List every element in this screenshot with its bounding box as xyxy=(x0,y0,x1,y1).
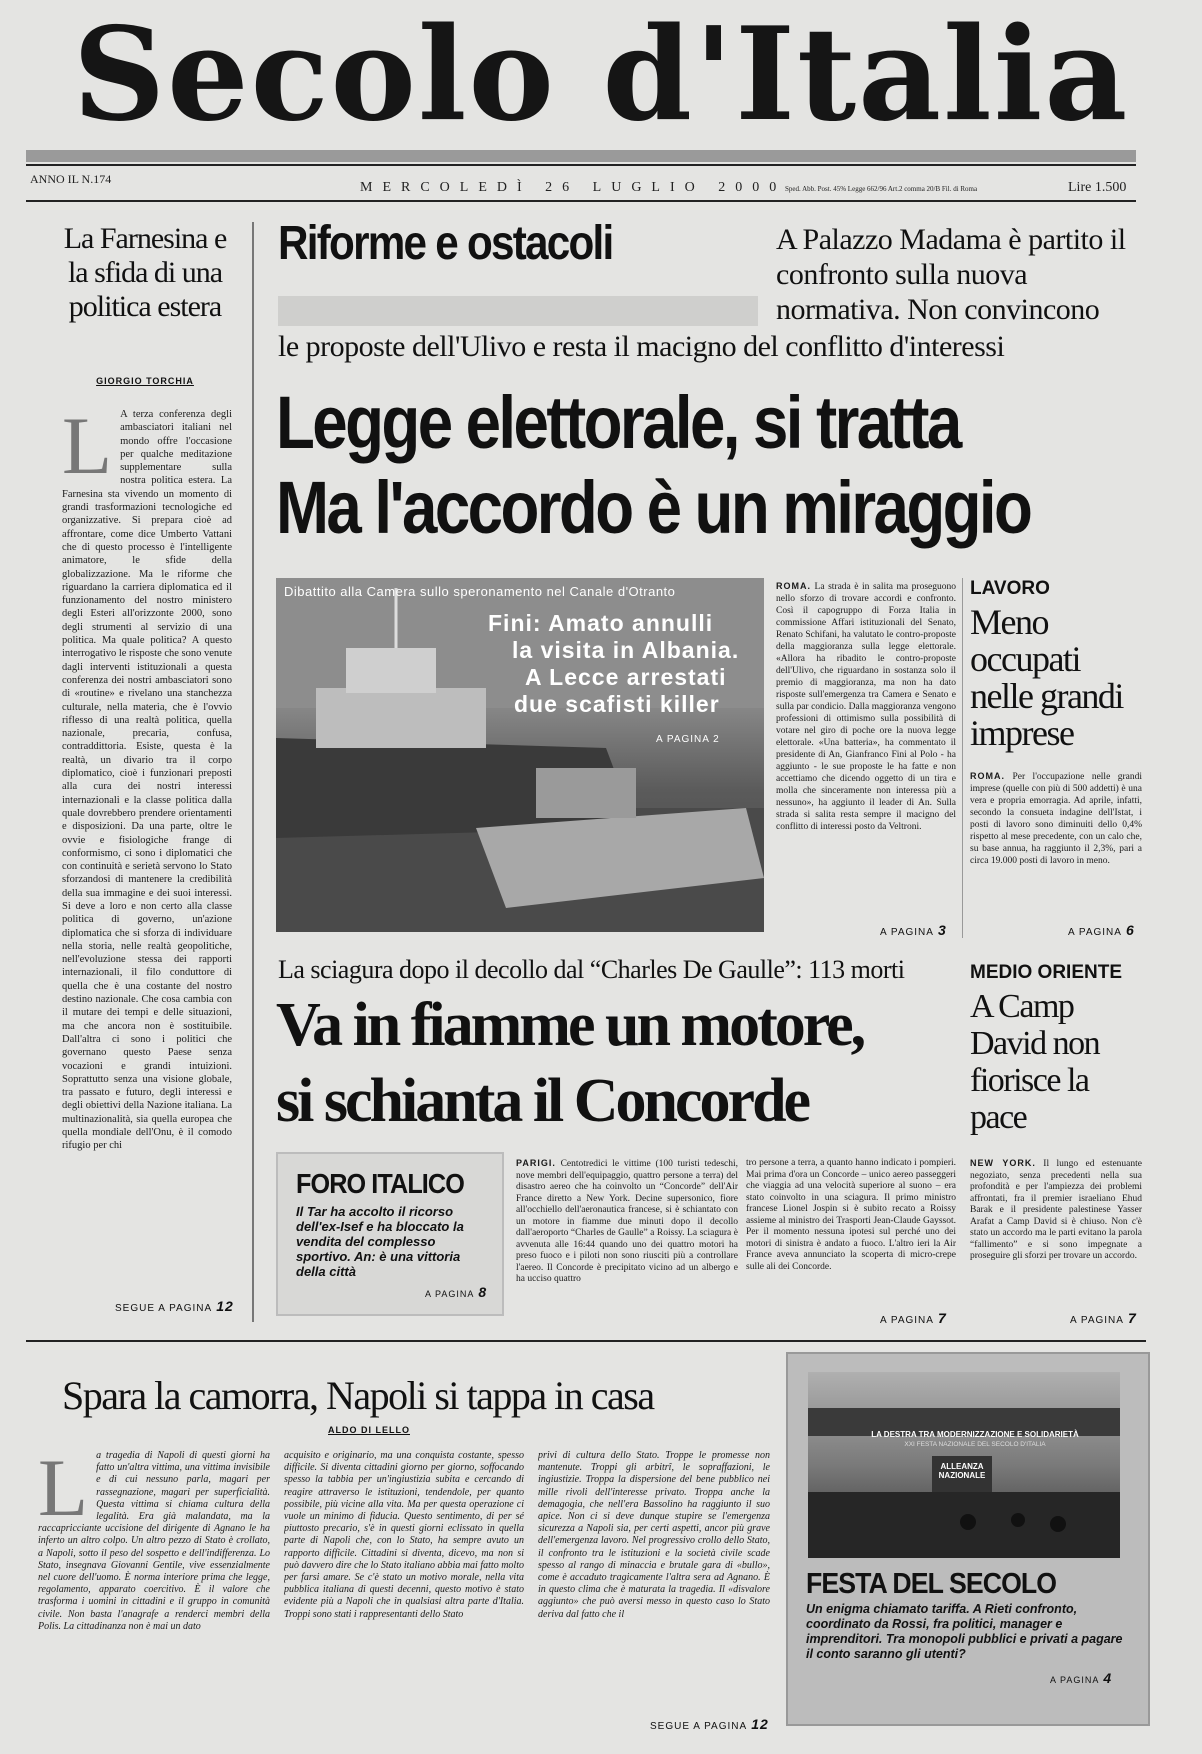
concorde-page-link[interactable]: A PAGINA 7 xyxy=(880,1310,947,1326)
foro-text: Il Tar ha accolto il ricorso dell'ex-Isef e ha bloccato la vendita del complesso sportivo. An: è una vittoria della città xyxy=(296,1204,464,1279)
lavoro-body: ROMA. Per l'occupazione nelle grandi imprese (quelle con più di 500 addetti) è una vera e propria emorragia. Ad aprile, infatti, secondo la consueta indagine dell'Istat, i posti di lavoro sono diminuiti dello 0,4% rispetto al mese precedente, con un calo che, su base annua, ha raggiunto il 2,3%, pari a circa 19.000 posti di lavoro in meno. xyxy=(970,771,1142,866)
festa-page-link[interactable]: A PAGINA 4 xyxy=(1050,1670,1113,1686)
lead-deck-b: le proposte dell'Ulivo e resta il macigno del conflitto d'interessi xyxy=(278,330,1005,363)
lavoro-kicker: LAVORO xyxy=(970,578,1050,599)
photo-headline-3: A Lecce arrestati xyxy=(525,664,727,690)
camorra-dropcap: L xyxy=(38,1450,89,1533)
editorial-author: GIORGIO TORCHIA xyxy=(96,376,194,386)
festa-headline: FESTA DEL SECOLO xyxy=(806,1568,1057,1600)
lead-headline-1: Legge elettorale, si tratta xyxy=(276,381,960,464)
lead-deck-a: A Palazzo Madama è partito il confronto sulla nuova normativa. Non convincono xyxy=(776,223,1126,326)
editorial-body xyxy=(62,408,232,1288)
editorial-continues[interactable]: SEGUE A PAGINA 12 xyxy=(115,1298,234,1314)
lead-page-link[interactable]: A PAGINA 3 xyxy=(880,922,947,938)
foro-kicker: FORO ITALICO xyxy=(296,1168,464,1199)
concorde-headline-2: si schianta il Concorde xyxy=(276,1067,809,1135)
masthead-title: Secolo d'Italia xyxy=(72,0,1130,150)
medio-oriente-page-link[interactable]: A PAGINA 7 xyxy=(1070,1310,1137,1326)
masthead-rule xyxy=(26,150,1136,162)
lead-body: ROMA. La strada è in salita ma proseguono nello sforzo di trovare accordi e confronto. Così il capogruppo di Forza Italia in commissione Affari istituzionali del Senato, Renato Schifani, ha valutato le contro-proposte della maggioranza sulla legge elettorale. «Allora ha ribadito le contro-proposte dell'Ulivo, che riguardano in sostanza solo il premio di maggioranza, ma non ha dato risposte sull'emergenza tra Camera e Senato e sulla par condicio. Dalla maggioranza vengono professioni di ottimismo sulla possibilità di votare nel giro di poche ore la nuova legge elettorale. «Una batteria», ha commentato il presidente di An, Gianfranco Fini al Polo - ha aggiunto - le sue proposte le ha fatte e non accettiamo che dicendo oggetto di un tira e molla che sinceramente non interessa più a nessuno», ha aggiunto il leader di An. Sulla strada si salita resta sempre il macigno del conflitto di interessi posto da Veltroni. xyxy=(776,581,956,832)
lead-headline-2: Ma l'accordo è un miraggio xyxy=(276,466,1031,549)
column-divider xyxy=(252,222,254,1322)
camorra-body-3: privi di cultura dello Stato. Troppe le promesse non mantenute. Troppi gli arbitrî, le sopraffazioni, le ingiustizie. Troppa la dispersione del bene pubblico nei mille rivoli dell'interesse privato. Troppa anche la demagogia, che nell'era Bassolino ha raggiunto il suo apice. Non ci si deve dunque stupire se l'emergenza sicurezza a Napoli sia, per certi aspetti, ancor più grave dell'emergenza lavoro. Nel progressivo crollo dello Stato, il confronto tra le istituzioni e la società civile scade spesso al rango di minaccia e brutale gara di «bullo», come è accaduto tragicamente l'altra sera ad Agnano. È in questo clima che è maturata la tragedia. Il «disvalore aggiunto» che può aversi messo in questo caso lo Stato deriva dal fatto che il xyxy=(538,1450,770,1620)
concorde-kicker: La sciagura dopo il decollo dal “Charles De Gaulle”: 113 morti xyxy=(278,955,905,984)
photo-kicker: Dibattito alla Camera sullo speronamento nel Canale d'Otranto xyxy=(284,584,676,599)
medio-oriente-headline: A Camp David non fiorisce la pace xyxy=(970,988,1100,1136)
editorial-dropcap: L xyxy=(62,408,113,491)
lavoro-page-link[interactable]: A PAGINA 6 xyxy=(1068,922,1135,938)
medio-oriente-body: NEW YORK. Il lungo ed estenuante negoziato, senza precedenti nella sua profondità e per l'ampiezza dei problemi affrontati, fra il premier israeliano Ehud Barak e il presidente palestinese Yasser Arafat a Camp David si è chiuso. Non c'è stato un accordo ma le parti evitano la parola “fallimento” e si sono impegnate a proseguire gli sforzi per trovare un accordo. xyxy=(970,1158,1142,1261)
header-bottom-rule xyxy=(26,200,1136,202)
issue-number: ANNO IL N.174 xyxy=(30,172,112,186)
medio-oriente-kicker: MEDIO ORIENTE xyxy=(970,962,1123,983)
festa-text: Un enigma chiamato tariffa. A Rieti confronto, coordinato da Rossi, fra politici, manager e imprenditori. Tra monopoli pubblici e privati a pagare il conto saranno gli utenti? xyxy=(806,1602,1123,1661)
masthead-rule-thin xyxy=(26,164,1136,166)
festa-banner-1: LA DESTRA TRA MODERNIZZAZIONE E SOLIDARIETÀ xyxy=(871,1430,1079,1439)
photo-headline-2: la visita in Albania. xyxy=(512,637,740,663)
camorra-author: ALDO DI LELLO xyxy=(328,1425,410,1435)
camorra-body-2: acquisito e originario, ma una conquista costante, spesso difficile. Si diventa cittadini giorno per giorno, soffocando spesso la tabbia per un'ingiustizia subita e cercando di reagire attraverso le istituzioni, tendendole, per quanto possibile, più vicine alla vita. Ma per questa operazione ci vuole un minimo di fiducia. Questo sentimento, di per sé piuttosto precario, s'è in questi giorni eclissato in quella parte di Napoli che, con lo Stato, ha sempre avuto un rapporto difficile. Cittadini si diventa, dicevo, ma non si può davvero dire che lo Stato italiano abbia mai fatto molto per farsi amare. Se c'è stato un motivo morale, nella vita pubblica italiana di questi decenni, questo motivo è stato evidente più a Napoli che in qualsiasi altra parte d'Italia. Troppi sono stati i rappresentanti dello Stato xyxy=(284,1450,524,1620)
camorra-continues[interactable]: SEGUE A PAGINA 12 xyxy=(650,1716,769,1732)
lead-kicker-shade xyxy=(278,296,758,326)
section-divider xyxy=(26,1340,1146,1342)
concorde-body-a: PARIGI. Centotredici le vittime (100 turisti tedeschi, nove membri dell'equipaggio, quattro persone a terra) del disastro aereo che ha coinvolto un “Concorde” dell'Air France diretto a New York. Decine supersonico, fiore all'occhiello dell'aeronautica francese, si è schiantato con un motore in fiamme due minuti dopo il decollo dall'aeroporto “Charles de Gaulle” a Roissy. La sciagura è avvenuta alle 16:44 quando uno dei quattro motori ha preso fuoco e i piloti non sono riusciti più a controllare l'aereo. Il Concorde è precipitato vicino ad un albergo e ha ucciso quattro xyxy=(516,1158,738,1284)
editorial-title: La Farnesina e la sfida di una politica estera xyxy=(63,222,227,323)
concorde-headline-1: Va in fiamme un motore, xyxy=(276,991,864,1059)
issue-price: Lire 1.500 xyxy=(1068,180,1127,195)
column-divider-right xyxy=(962,578,963,938)
issue-date: MERCOLEDÌ 26 LUGLIO 2000 xyxy=(360,180,787,195)
postal-info: Sped. Abb. Post. 45% Legge 662/96 Art.2 comma 20/B Fil. di Roma xyxy=(785,185,978,193)
photo-headline-1: Fini: Amato annulli xyxy=(488,610,714,636)
editorial-text: A terza conferenza degli ambasciatori italiani nel mondo offre l'occasione per qualche meditazione supplementare sulla nostra politica estera. La Farnesina sta vivendo un momento di grandi trasformazioni tecnologiche ed organizzative. Si prepara cioè ad affrontare, come dice Umberto Vattani che di questo processo è l'intelligente animatore, le sfide della globalizzazione. Ma le riforme che riguardano la carriera diplomatica ed il funzionamento del nostro ministero degli Esteri all'orizzonte 2000, sono degli strumenti al servizio di una politica. Ma quale politica? A questo interrogativo le risposte che sono venute dagli interventi istituzionali a questa conferenza dei nostri ambasciatori sono di «routine» e rivelano una stanchezza culturale, nella materia, che è l'ovvio riflesso di una realtà politica, quella nazionale, precaria, confusa, contraddittoria. Esiste, questa è la realtà, un divario tra il corpo diplomatico, cioè i funzionari preposti alla cura dei nostri interessi internazionali e la classe politica dalla quale dovrebbero prendere orientamenti e disposizioni. Da una parte, oltre le ovvie e fisiologiche frange di conformismo, ci sono i diplomatici che con continuità e serietà servono lo Stato sforzandosi di mantenere la credibilità della sua immagine e dei suoi interessi. Si deve a loro e non certo alla classe politica di governo, un'azione diplomatica che si sforza di individuare nella storia, nelle realtà geopolitiche, nell'evoluzione stessa dei rapporti internazionali, il filo conduttore di quella che è una costante del nostro destino nazionale. Che cosa cambia con il mutare dei tempi e delle situazioni, ma che ancora non è sostituibile. Dall'altra ci sono i politici che governano questo Paese senza vocazioni e grandi intuizioni. Soprattutto senza una visione globale, tra passato e futuro, degli interessi e degli obiettivi della Nazione italiana. La multinazionalità, sia quella europea che quella mondiale dell'Onu, è il comodo rifugio per chi xyxy=(62,409,232,1152)
photo-headline-4: due scafisti killer xyxy=(514,691,720,717)
festa-sign: ALLEANZA NAZIONALE xyxy=(938,1462,986,1480)
festa-banner-2: XXI FESTA NAZIONALE DEL SECOLO D'ITALIA xyxy=(904,1441,1046,1448)
foro-page-link[interactable]: A PAGINA 8 xyxy=(425,1284,488,1300)
camorra-body-1: La tragedia di Napoli di questi giorni ha fatto un'altra vittima, una vittima invisibile e di cui nessuno parla, magari per rassegnazione, magari per superficialità. Questa vittima si chiama cultura della legalità. Era già malandata, ma la raccapricciante uccisione del dirigente di Agnano le ha inferto un altro colpo. Un altro pezzo di Stato è crollato, a Napoli, sotto il peso del sospetto e dell'indifferenza. Lo Stato, insegnava Giovanni Gentile, vive essenzialmente nel cuore dell'uomo. È norma interiore prima che legge, regolamento, apparato coercitivo. È il valore che trasforma i uomini in cittadini e il gruppo in comunità civile. Non basta l'anagrafe a renderci membri della Polis. La cittadinanza non è mai un dato xyxy=(38,1450,270,1632)
photo-page-link[interactable]: A PAGINA 2 xyxy=(656,734,720,745)
concorde-body-b: tro persone a terra, a quanto hanno indicato i pompieri. Mai prima d'ora un Concorde – unico aereo passeggeri che viaggia ad una velocità superiore al suono – era stato coinvolto in una sciagura. Il primo ministro francese Lionel Jospin si è subito recato a Roissy assieme al ministro dei Trasporti Jean-Claude Gayssot. Per il momento nessuna ipotesi sul perché uno dei motori di sinistra è andato a fuoco. L'altro ieri la Air France aveva annunciato la scoperta di micro-crepe sulle ali dei Concorde. xyxy=(746,1158,956,1272)
camorra-headline: Spara la camorra, Napoli si tappa in casa xyxy=(62,1373,654,1418)
lead-kicker: Riforme e ostacoli xyxy=(278,217,613,270)
lavoro-headline: Meno occupati nelle grandi imprese xyxy=(970,602,1123,753)
